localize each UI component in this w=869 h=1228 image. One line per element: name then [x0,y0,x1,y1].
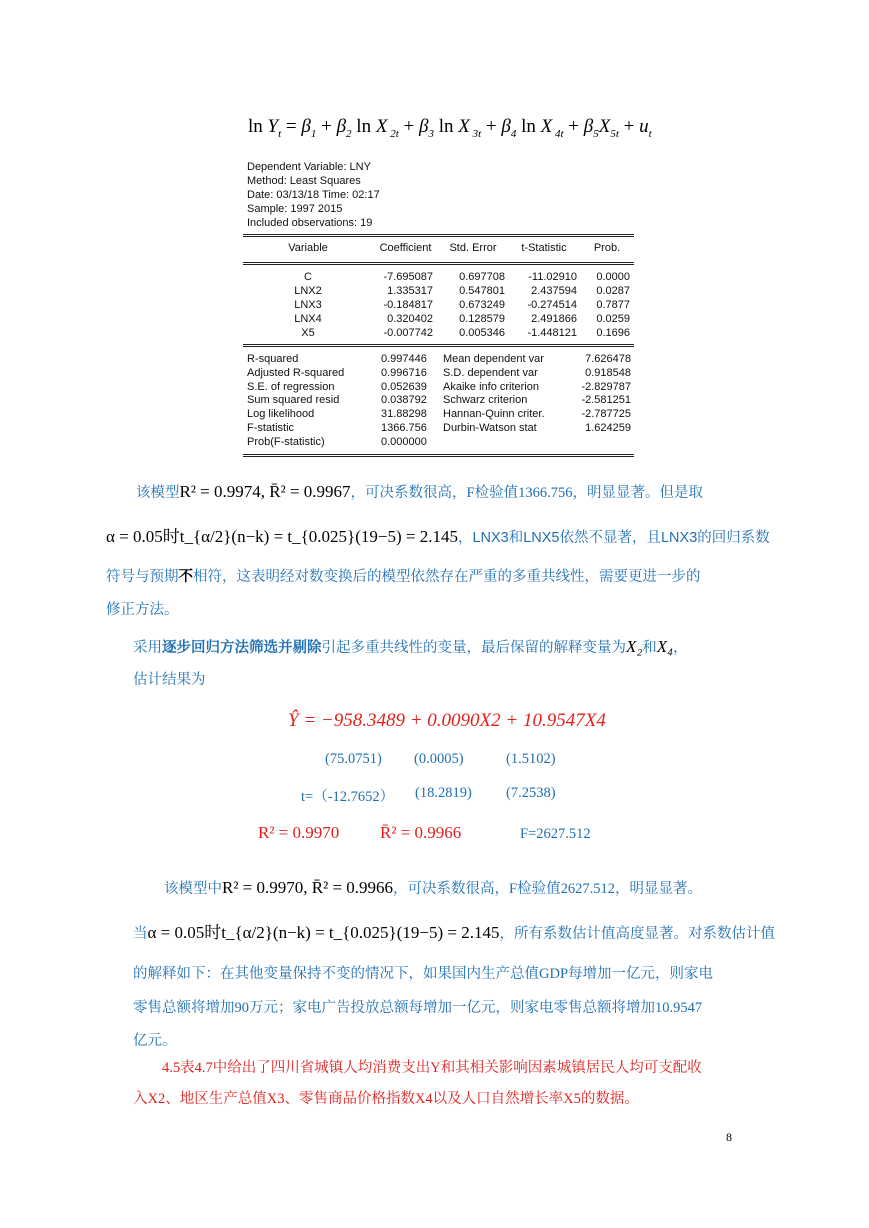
paragraph-2-line-1: 采用逐步回归方法筛选并剔除引起多重共线性的变量，最后保留的解释变量为X₂和X₄， [133,637,688,656]
r-squared-math: R² = 0.9974, R̄² = 0.9967 [179,482,351,501]
stats-row: Log likelihood 31.88298 Hannan-Quinn criter. -2.787725 [247,408,631,421]
paragraph-3-line-3: 的解释如下：在其他变量保持不变的情况下，如果国内生产总值GDP每增加一亿元，则家电 [133,966,714,982]
col-std-error: Std. Error [449,242,497,254]
header-line: Method: Least Squares [247,175,361,187]
paragraph-1-line-4: 修正方法。 [106,602,179,618]
paragraph-1-line-2: α = 0.05时t_{α/2}(n−k) = t_{0.025}(19−5) = 2.145，LNX3和LNX5依然不显著，且LNX3的回归系数 [106,527,770,546]
stats-block [247,353,634,450]
stats-row: Sum squared resid 0.038792 Schwarz criterion -2.581251 [247,394,631,407]
table-row: C -7.695087 0.697708 -11.02910 0.0000 [304,271,630,283]
paragraph-1-line-3: 符号与预期不相符，这表明经对数变换后的模型依然存在严重的多重共线性，需要更进一步的 [106,569,701,585]
col-variable: Variable [288,242,328,254]
t-critical-math: α = 0.05时t_{α/2}(n−k) = t_{0.025}(19−5) = 2.145 [106,527,458,546]
header-line: Dependent Variable: LNY [247,161,371,173]
stats-row: R-squared 0.997446 Mean dependent var 7.626478 [247,353,631,365]
table-rule [243,262,634,263]
table-header-row [243,242,634,258]
paragraph-4-line-2: 入X2、地区生产总值X3、零售商品价格指数X4以及人口自然增长率X5的数据。 [133,1091,639,1107]
paragraph-2-line-2: 估计结果为 [133,672,206,688]
stats-row: Prob(F-statistic) 0.000000 [247,435,427,448]
t-1: t=（-12.7652） [301,789,395,805]
paragraph-3-line-4: 零售总额将增加90万元；家电广告投放总额每增加一亿元，则家电零售总额将增加10.9547 [133,1000,703,1016]
r2bar-value: R̄² = 0.9966 [380,823,462,842]
se-1: (75.0751) [325,751,382,767]
table-row: LNX4 0.320402 0.128579 2.491866 0.0259 [294,313,630,325]
col-prob: Prob. [593,242,621,254]
page-number: 8 [726,1130,732,1144]
t-2: (18.2819) [415,785,472,801]
coefficient-rows [243,270,634,340]
table-row: LNX3 -0.184817 0.673249 -0.274514 0.7877 [294,299,630,311]
table-rule [243,454,634,455]
coefficient-table [243,242,634,258]
table-rule [243,344,634,345]
t-3: (7.2538) [506,785,556,801]
paragraph-3-line-2: 当α = 0.05时t_{α/2}(n−k) = t_{0.025}(19−5) = 2.145，所有系数估计值高度显著。对系数估计值 [133,923,775,942]
estimated-equation: Ŷ = −958.3489 + 0.0090X2 + 10.9547X4 [288,710,606,731]
table-rule [243,264,634,265]
se-2: (0.0005) [414,751,464,767]
table-rule [243,346,634,347]
paragraph-3-line-1: 该模型中R² = 0.9970, R̄² = 0.9966，可决系数很高，F检验值2627.512，明显显著。 [164,878,702,897]
table-row: X5 -0.007742 0.005346 -1.448121 0.1696 [301,327,630,339]
stats-row: Adjusted R-squared 0.996716 S.D. dependent var 0.918548 [247,366,631,379]
header-line: Included observations: 19 [247,217,373,229]
header-line: Sample: 1997 2015 [247,203,343,215]
paragraph-1-line-1: 该模型R² = 0.9974, R̄² = 0.9967，可决系数很高，F检验值1366.756，明显显著。但是取 [136,482,703,501]
paragraph-4-line-1: 4.5表4.7中给出了四川省城镇人均消费支出Y和其相关影响因素城镇居民人均可支配收 [162,1060,702,1076]
f-value: F=2627.512 [520,826,591,842]
model-equation: $\ln Y_t = \beta_1 + \beta_2$ ln X $_{2t} + \beta_3$ ln X $_{3t} + \beta_4$ ln X $_{4t} + \beta_5X_{5t} + u_t$ [248,116,652,140]
eviews-header [247,160,380,230]
stats-row: F-statistic 1366.756 Durbin-Watson stat 1.624259 [247,421,631,434]
r2-value: R² = 0.9970 [258,823,340,842]
col-coefficient: Coefficient [379,242,432,254]
table-row: LNX2 1.335317 0.547801 2.437594 0.0287 [294,285,630,297]
paragraph-3-line-5: 亿元。 [133,1033,177,1049]
table-rule [243,456,634,457]
col-t-statistic: t-Statistic [521,242,567,254]
se-3: (1.5102) [506,751,556,767]
stats-row: S.E. of regression 0.052639 Akaike info criterion -2.829787 [247,380,631,393]
table-rule [243,236,634,237]
table-rule [243,234,634,235]
header-line: Date: 03/13/18 Time: 02:17 [247,189,380,201]
